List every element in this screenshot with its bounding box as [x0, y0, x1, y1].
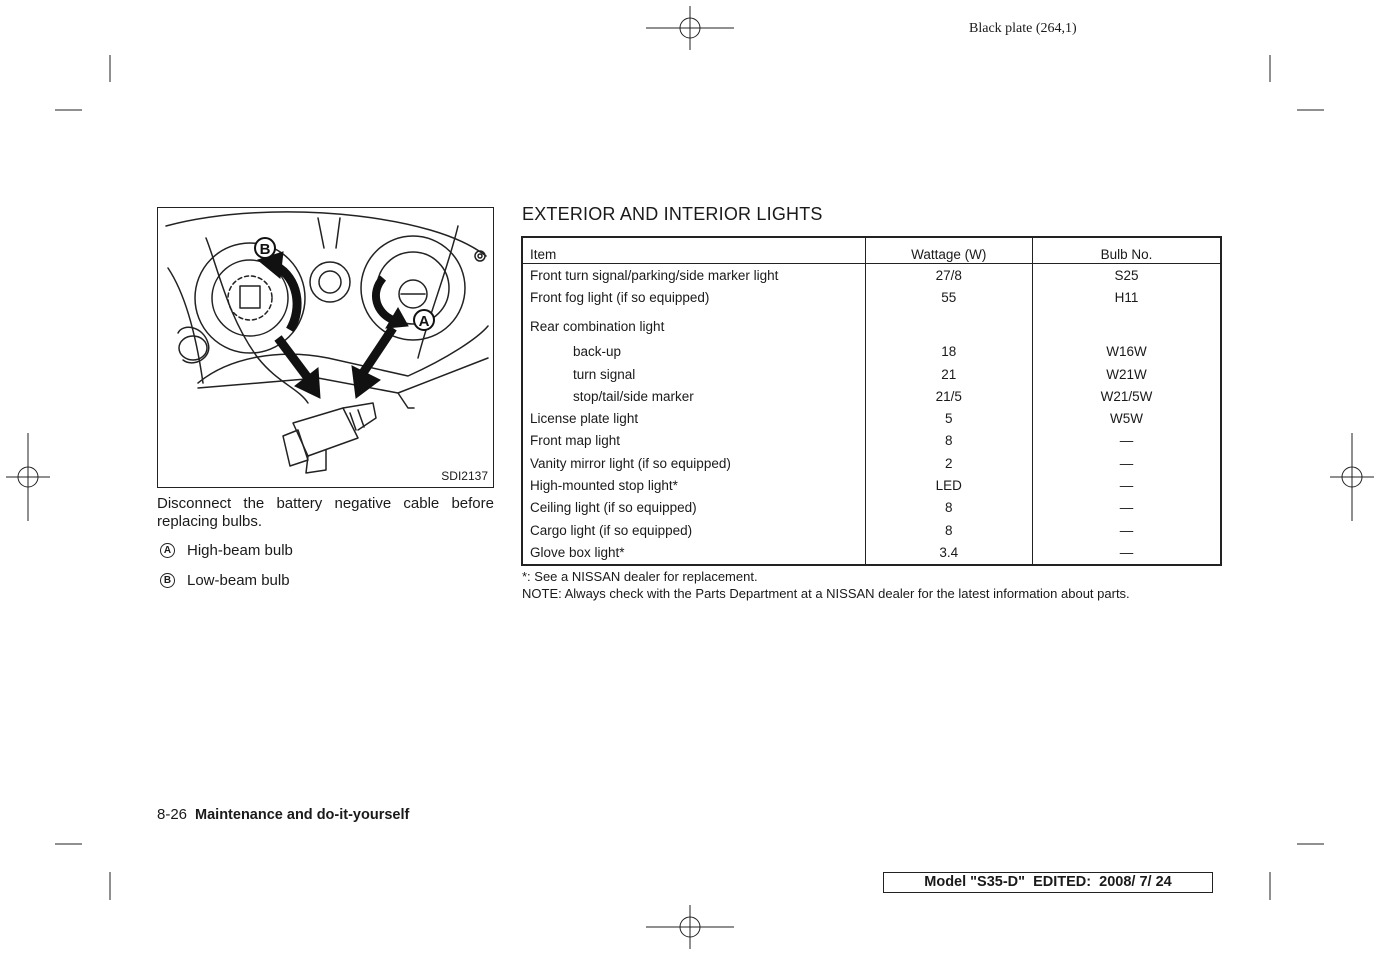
- table-row: [522, 407, 1221, 429]
- cell-item: back-up: [522, 341, 865, 363]
- cell-item: High-mounted stop light*: [522, 474, 865, 496]
- page-footer: [157, 806, 409, 823]
- figure-caption: Disconnect the battery negative cable before replacing bulbs.: [157, 495, 494, 530]
- cell-wattage: [865, 309, 1033, 341]
- cell-wattage: 18: [865, 341, 1033, 363]
- cell-bulb: H11: [1114, 289, 1139, 305]
- header-bulb: Bulb No.: [1033, 237, 1221, 264]
- legend-text-a: High-beam bulb: [187, 542, 293, 559]
- cell-bulb: —: [1119, 433, 1134, 449]
- cell-wattage: 21/5: [865, 385, 1033, 407]
- cell-wattage: 5: [865, 407, 1033, 429]
- cell-item: Front map light: [522, 430, 865, 452]
- headlamp-drawing: [158, 208, 493, 487]
- cell-bulb: —: [1119, 500, 1134, 516]
- cell-item: Ceiling light (if so equipped): [522, 497, 865, 519]
- badge-a: A: [160, 543, 175, 558]
- table-row: [522, 497, 1221, 519]
- table-row: [522, 286, 1221, 308]
- header-item: Item: [522, 237, 865, 264]
- figure-code: SDI2137: [441, 469, 488, 483]
- cell-bulb: [1033, 309, 1221, 341]
- cell-item: turn signal: [522, 363, 865, 385]
- cell-wattage: 8: [865, 519, 1033, 541]
- cell-wattage: 21: [865, 363, 1033, 385]
- headlamp-illustration: [157, 207, 494, 488]
- registration-mark-left: [6, 433, 50, 521]
- model-line: Model "S35-D" EDITED: 2008/ 7/ 24: [924, 874, 1172, 890]
- cell-bulb: —: [1119, 544, 1134, 560]
- registration-mark-bottom: [646, 905, 734, 949]
- cell-bulb: S25: [1114, 267, 1139, 283]
- black-plate-label: Black plate (264,1): [969, 21, 1077, 36]
- cell-bulb: —: [1119, 522, 1134, 538]
- page-section: Maintenance and do-it-yourself: [195, 807, 410, 823]
- cell-wattage: 8: [865, 497, 1033, 519]
- section-title: EXTERIOR AND INTERIOR LIGHTS: [522, 204, 823, 224]
- cell-bulb: W21W: [1106, 366, 1147, 382]
- callout-a: [414, 310, 434, 330]
- bulb-table: [521, 236, 1222, 566]
- svg-text:B: B: [259, 241, 271, 258]
- model-edited-box: [883, 872, 1213, 893]
- cell-item: Front fog light (if so equipped): [522, 286, 865, 308]
- cell-item: Front turn signal/parking/side marker light: [522, 264, 865, 287]
- table-row: [522, 341, 1221, 363]
- table-row: [522, 430, 1221, 452]
- registration-mark-top: [646, 6, 734, 50]
- cell-item: Cargo light (if so equipped): [522, 519, 865, 541]
- table-row: [522, 385, 1221, 407]
- table-row: [522, 474, 1221, 496]
- table-row: [522, 452, 1221, 474]
- cell-bulb: W21/5W: [1100, 388, 1153, 404]
- cell-item: stop/tail/side marker: [522, 385, 865, 407]
- cell-bulb: —: [1119, 478, 1134, 494]
- cell-item: Vanity mirror light (if so equipped): [522, 452, 865, 474]
- cell-wattage: 2: [865, 452, 1033, 474]
- table-header-row: [522, 237, 1221, 264]
- cell-wattage: 27/8: [865, 264, 1033, 287]
- legend-item-a: [160, 542, 293, 559]
- cell-item: Rear combination light: [522, 309, 865, 341]
- cell-bulb: W5W: [1110, 411, 1144, 427]
- cell-wattage: 55: [865, 286, 1033, 308]
- legend-text-b: Low-beam bulb: [187, 572, 290, 589]
- registration-mark-right: [1330, 433, 1374, 521]
- footnote: *: See a NISSAN dealer for replacement.: [522, 569, 758, 584]
- parts-note: NOTE: Always check with the Parts Department at a NISSAN dealer for the latest information about parts.: [522, 586, 1130, 601]
- cell-bulb: —: [1119, 455, 1134, 471]
- cell-wattage: LED: [865, 474, 1033, 496]
- legend-item-b: [160, 572, 290, 589]
- badge-b: B: [160, 573, 175, 588]
- header-wattage: Wattage (W): [865, 237, 1033, 264]
- table-row: [522, 264, 1221, 287]
- cell-item: License plate light: [522, 407, 865, 429]
- svg-text:A: A: [418, 313, 430, 330]
- cell-bulb: W16W: [1106, 344, 1147, 360]
- table-row: [522, 519, 1221, 541]
- cell-wattage: 3.4: [865, 541, 1033, 564]
- table-row: [522, 363, 1221, 385]
- table-row: [522, 541, 1221, 564]
- table-row: [522, 309, 1221, 341]
- page-number: 8-26: [157, 806, 188, 823]
- callout-b: [255, 238, 275, 258]
- cell-wattage: 8: [865, 430, 1033, 452]
- cell-item: Glove box light*: [522, 541, 865, 564]
